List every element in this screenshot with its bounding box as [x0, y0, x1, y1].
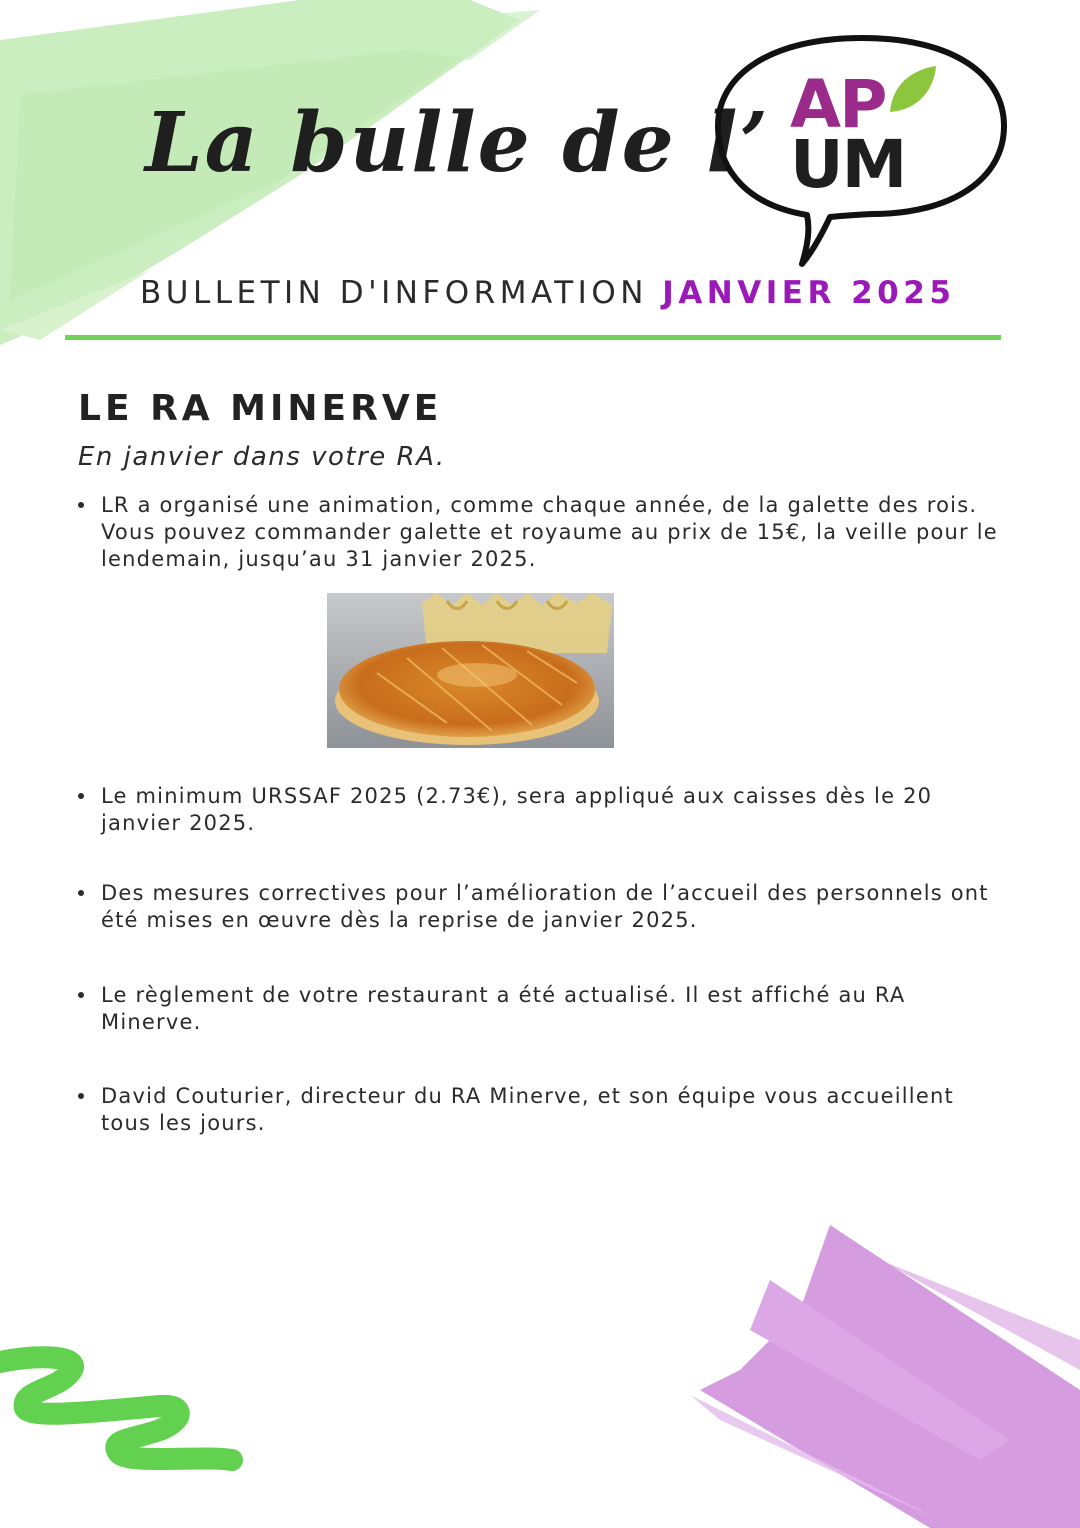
bullet-icon: [78, 1093, 84, 1099]
bullet-icon: [78, 992, 84, 998]
bullet-icon: [78, 890, 84, 896]
list-item-text: Le minimum URSSAF 2025 (2.73€), sera appliqué aux caisses dès le 20 janvier 2025.: [101, 784, 933, 835]
green-zigzag-decoration: [0, 1340, 250, 1490]
list-item: [78, 1083, 998, 1137]
section-title: LE RA MINERVE: [78, 388, 443, 429]
list-item-text: LR a organisé une animation, comme chaque année, de la galette des rois. Vous pouvez commander galette et royaume au prix de 15€, la veille pour le lendemain, jusqu’au 31 janvier 2025.: [101, 493, 998, 571]
leaf-icon: [884, 62, 940, 118]
logo-text-ap: AP: [790, 66, 886, 143]
list-item: [78, 492, 998, 573]
bullet-icon: [78, 793, 84, 799]
purple-brush-decoration: [680, 1220, 1080, 1528]
bulletin-heading: [140, 275, 955, 311]
section-subtitle: En janvier dans votre RA.: [78, 442, 446, 472]
masthead-script-title: La bulle de l’: [145, 95, 771, 191]
header-divider: [65, 335, 1001, 340]
bulletin-label: BULLETIN D'INFORMATION: [140, 275, 648, 311]
list-item-text: Le règlement de votre restaurant a été actualisé. Il est affiché au RA Minerve.: [101, 983, 906, 1034]
list-item: [78, 982, 998, 1036]
list-item: [78, 880, 998, 934]
bulletin-date: JANVIER 2025: [662, 275, 956, 311]
bullet-icon: [78, 502, 84, 508]
logo-text-um: UM: [790, 126, 906, 203]
list-item-text: David Couturier, directeur du RA Minerve, et son équipe vous accueillent tous les jours.: [101, 1084, 954, 1135]
list-item-text: Des mesures correctives pour l’amélioration de l’accueil des personnels ont été mises en œuvre dès la reprise de janvier 2025.: [101, 881, 989, 932]
list-item: [78, 783, 998, 837]
galette-des-rois-photo: [327, 593, 614, 748]
